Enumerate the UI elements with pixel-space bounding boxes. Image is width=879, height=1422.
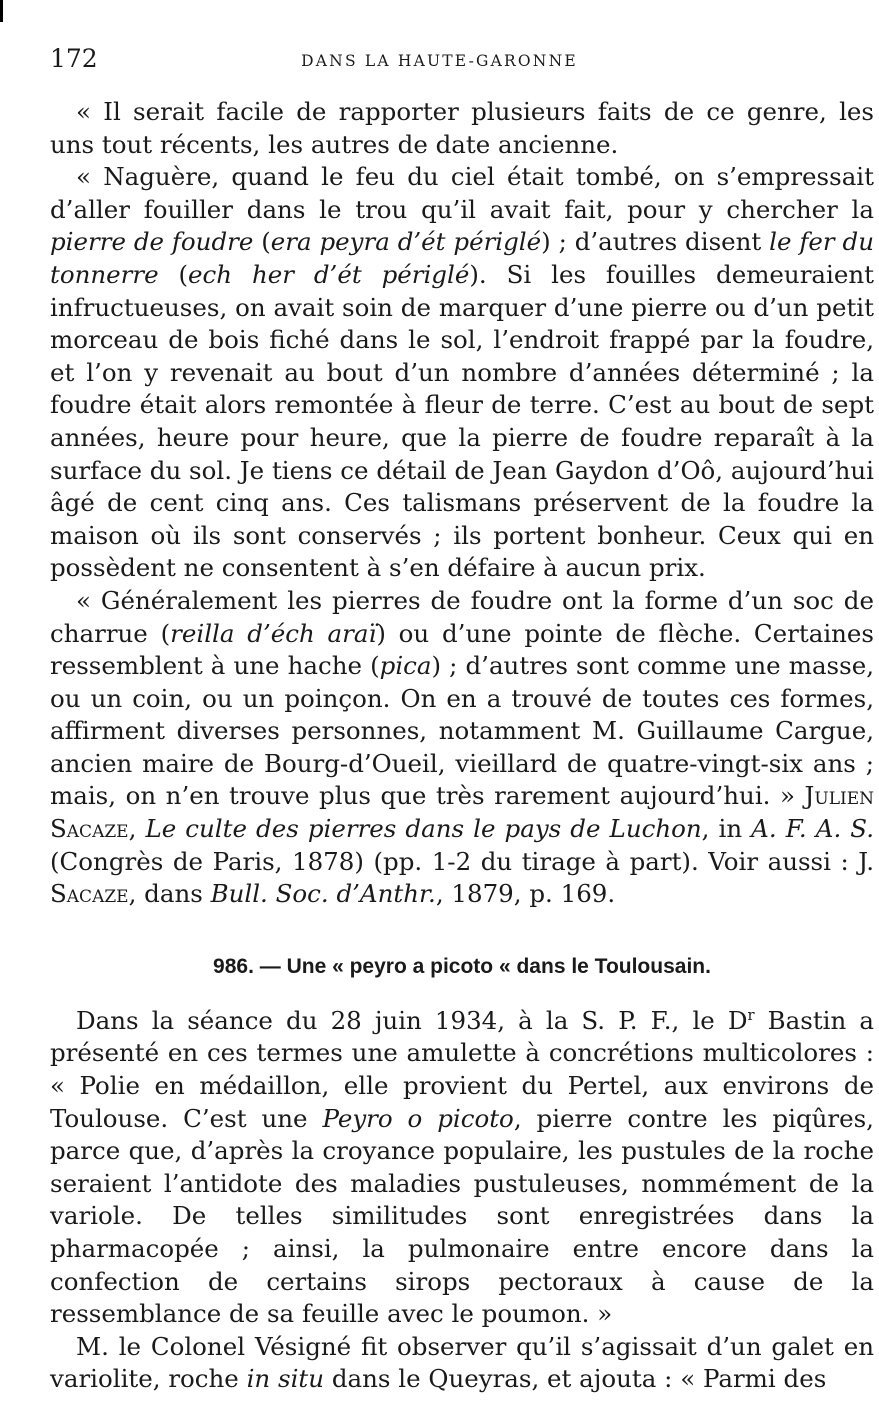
paragraph-1 [50, 96, 874, 161]
text-run: ) ou d’une pointe de flèche. Certaines ressemblent à une hache ( [50, 618, 875, 681]
text-run: M. le Colonel Vésigné fit observer qu’il s’agissait d’un galet en variolite, roche [50, 1331, 874, 1394]
citation-journal: Bull. Soc. d’Anthr. [210, 879, 436, 909]
page-header [50, 44, 829, 76]
scan-edge-mark [0, 0, 3, 22]
italic-term: era peyra d’ét périglé [270, 227, 542, 257]
text-run: ) ; d’autres disent [541, 227, 770, 257]
superscript: r [747, 1006, 755, 1024]
text-run: dans le Queyras, et ajouta : « Parmi des [324, 1364, 827, 1394]
text-run: ). Si les fouilles demeuraient infructueuses, on avait soin de marquer d’une pierre ou d’un petit morceau de bois fiché dans le sol, l’endroit frappé par la foudre, et l’on y revenait au bout d’un nombre d’années déterminé ; la foudre était alors remontée à fleur de terre. C’est au bout de sept années, heure pour heure, que la pierre de foudre reparaît à la surface du sol. Je tiens ce détail de Jean Gaydon d’Oô, aujourd’hui âgé de cent cinq ans. Ces talismans préservent de la foudre la maison où ils sont conservés ; ils portent bonheur. Ceux qui en possèdent ne consentent à s’en défaire à aucun prix. [50, 259, 874, 583]
italic-term: reilla d’éch araï [170, 618, 377, 648]
text-run: ( [158, 259, 189, 289]
section-heading: 986. — Une « peyro a picoto « dans le Toulousain. [213, 954, 711, 978]
paragraph-5 [50, 1331, 874, 1396]
text-run: « Naguère, quand le feu du ciel était tombé, on s’empressait d’aller fouiller dans le trou qu’il avait fait, pour y chercher la [50, 162, 874, 224]
text-run: , in [701, 814, 752, 844]
text-run: , dans [128, 879, 211, 909]
paragraph-2 [50, 161, 874, 585]
paragraph-1-text: « Il serait facile de rapporter plusieurs faits de ce genre, les uns tout récents, les autres de date ancienne. [50, 97, 874, 159]
page-body [50, 96, 874, 1396]
citation-title: Le culte des pierres dans le pays de Luchon [145, 814, 702, 844]
italic-term: ech her d’ét périglé [188, 259, 470, 289]
italic-term: Peyro o picoto [322, 1103, 514, 1133]
page-number: 172 [50, 44, 98, 73]
paragraph-4 [50, 1005, 874, 1331]
italic-term: le fer du tonnerre [50, 227, 874, 289]
text-run: Bastin a présenté en ces termes une amulette à concrétions multicolores : « Polie en médaillon, elle provient du Pertel, aux environs de Toulouse. C’est une [50, 1005, 875, 1133]
author-name: Sacaze [50, 879, 129, 909]
text-run: « Généralement les pierres de foudre ont la forme d’un soc de charrue ( [50, 585, 874, 648]
italic-term: in situ [246, 1364, 325, 1394]
italic-term: pica [379, 651, 432, 681]
citation-abbrev: A. F. A. S. [751, 814, 875, 844]
author-name: Julien Sacaze [50, 781, 874, 844]
text-run: ) ; d’autres sont comme une masse, ou un coin, ou un poinçon. On en a trouvé de toutes ces formes, affirment diverses personnes, notamment M. Guillaume Cargue, ancien maire de Bourg-d’Oueil, vieillard de quatre-vingt-six ans ; mais, on n’en trouve plus que très rarement aujourd’hui. » [50, 651, 874, 811]
text-run: , [128, 814, 146, 844]
paragraph-3 [50, 585, 874, 911]
italic-term: pierre de foudre [50, 227, 254, 257]
text-run: , pierre contre les piqûres, parce que, d’après la croyance populaire, les pustules de la roche seraient l’antidote des maladies pustuleuses, nommément de la variole. De telles similitudes sont enregistrées dans la pharmacopée ; ainsi, la pulmonaire entre encore dans la confection de certains sirops pectoraux à cause de la ressemblance de sa feuille avec le poumon. » [50, 1103, 874, 1329]
text-run: Dans la séance du 28 juin 1934, à la S. P. F., le D [76, 1005, 748, 1035]
text-run: ( [253, 227, 271, 257]
text-run: (Congrès de Paris, 1878) (pp. 1-2 du tirage à part). Voir aussi : J. [50, 846, 874, 876]
running-title: DANS LA HAUTE-GARONNE [301, 52, 578, 70]
text-run: , 1879, p. 169. [435, 879, 616, 909]
